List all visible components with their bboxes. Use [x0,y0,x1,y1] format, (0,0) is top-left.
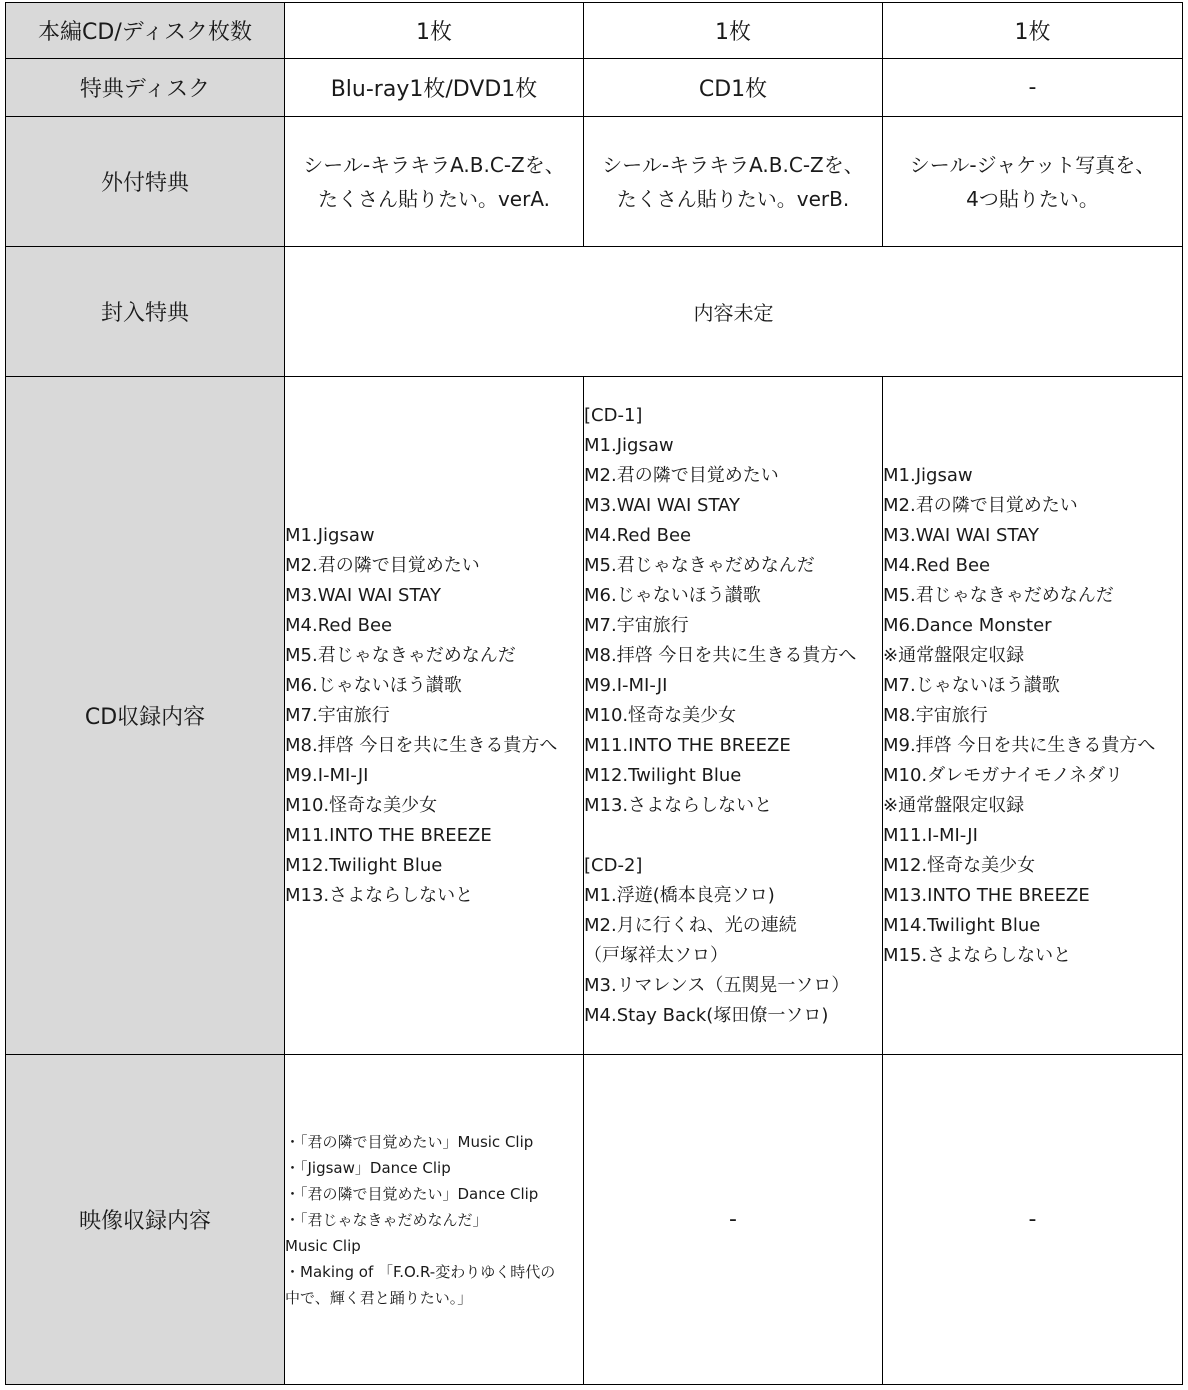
label-inner-bonus: 封入特典 [6,247,285,377]
list-item: ・「君の隣で目覚めたい」Music Clip [285,1132,534,1151]
list-item: ・Making of 「F.O.R-変わりゆく時代の [285,1262,556,1281]
tracklist-c [883,461,1182,971]
list-item: M11.I-MI-JI [883,824,978,846]
list-item: M1.Jigsaw [883,464,973,486]
list-item: Music Clip [285,1236,361,1255]
list-item: M4.Stay Back(塚田僚一ソロ) [584,1004,829,1026]
row-video-contents [6,1055,1183,1385]
list-item: M2.君の隣で目覚めたい [285,554,480,576]
list-item: M1.浮遊(橋本良亮ソロ) [584,884,775,906]
list-item: M11.INTO THE BREEZE [584,734,791,756]
outer-bonus-c-line1: シール-ジャケット写真を、 [909,152,1156,177]
outer-bonus-c-line2: 4つ貼りたい。 [966,186,1099,211]
cd-contents-a [285,377,584,1055]
outer-bonus-b-line1: シール-キラキラA.B.C-Zを、 [602,152,864,177]
list-item: M2.月に行くね、光の連続 [584,914,797,936]
list-item: M13.INTO THE BREEZE [883,884,1090,906]
inner-bonus-value: 内容未定 [285,247,1183,377]
disc-count-b: 1枚 [584,3,883,59]
row-outer-bonus [6,117,1183,247]
video-contents-c: - [883,1055,1183,1385]
list-item: M10.怪奇な美少女 [584,704,737,726]
list-item: M10.ダレモガナイモノネダリ [883,764,1123,786]
list-item: M11.INTO THE BREEZE [285,824,492,846]
label-cd-contents: CD収録内容 [6,377,285,1055]
row-disc-count [6,3,1183,59]
list-item: ※通常盤限定収録 [883,794,1025,816]
list-item: M4.Red Bee [584,524,692,546]
bonus-disc-b: CD1枚 [584,59,883,117]
list-item: ・「君の隣で目覚めたい」Dance Clip [285,1184,539,1203]
tracklist-b-cd2 [584,881,882,1031]
list-item: M3.リマレンス（五関晃一ソロ） [584,974,850,996]
spacer [584,821,882,851]
list-item: M9.I-MI-JI [584,674,668,696]
disc-count-a: 1枚 [285,3,584,59]
outer-bonus-a-line1: シール-キラキラA.B.C-Zを、 [303,152,565,177]
list-item: M13.さよならしないと [584,794,773,816]
list-item: M5.君じゃなきゃだめなんだ [285,644,516,666]
bonus-disc-a: Blu-ray1枚/DVD1枚 [285,59,584,117]
outer-bonus-b-line2: たくさん貼りたい。verB. [616,186,850,211]
row-cd-contents [6,377,1183,1055]
list-item: M3.WAI WAI STAY [883,524,1039,546]
list-item: M5.君じゃなきゃだめなんだ [584,554,815,576]
video-contents-b: - [584,1055,883,1385]
outer-bonus-a [285,117,584,247]
label-bonus-disc: 特典ディスク [6,59,285,117]
list-item: M2.君の隣で目覚めたい [883,494,1078,516]
list-item: 中で、輝く君と踊りたい。」 [285,1288,473,1307]
video-list-a [285,1129,583,1311]
list-item: M5.君じゃなきゃだめなんだ [883,584,1114,606]
list-item: M9.I-MI-JI [285,764,369,786]
list-item: M8.宇宙旅行 [883,704,988,726]
list-item: M2.君の隣で目覚めたい [584,464,779,486]
cd1-header: [CD-1] [584,404,643,426]
cd2-header: [CD-2] [584,854,643,876]
row-inner-bonus [6,247,1183,377]
list-item: M4.Red Bee [285,614,393,636]
label-disc-count: 本編CD/ディスク枚数 [6,3,285,59]
list-item: M12.怪奇な美少女 [883,854,1036,876]
list-item: M9.拝啓 今日を共に生きる貴方へ [883,734,1156,756]
list-item: M8.拝啓 今日を共に生きる貴方へ [285,734,558,756]
label-outer-bonus: 外付特典 [6,117,285,247]
disc-count-c: 1枚 [883,3,1183,59]
list-item: M7.じゃないほう讃歌 [883,674,1060,696]
list-item: M6.じゃないほう讃歌 [584,584,761,606]
list-item: ・「君じゃなきゃだめなんだ」 [285,1210,488,1229]
list-item: （戸塚祥太ソロ） [584,944,728,966]
list-item: M6.じゃないほう讃歌 [285,674,462,696]
video-contents-a [285,1055,584,1385]
outer-bonus-a-line2: たくさん貼りたい。verA. [317,186,551,211]
list-item: M1.Jigsaw [285,524,375,546]
list-item: M7.宇宙旅行 [584,614,689,636]
list-item: M15.さよならしないと [883,944,1072,966]
list-item: M4.Red Bee [883,554,991,576]
cd-contents-b [584,377,883,1055]
row-bonus-disc [6,59,1183,117]
cd-contents-c [883,377,1183,1055]
list-item: ・「Jigsaw」Dance Clip [285,1158,451,1177]
list-item: M7.宇宙旅行 [285,704,390,726]
tracklist-a [285,521,583,911]
release-spec-table [5,2,1183,1385]
outer-bonus-b [584,117,883,247]
list-item: M13.さよならしないと [285,884,474,906]
list-item: M12.Twilight Blue [584,764,742,786]
label-video-contents: 映像収録内容 [6,1055,285,1385]
list-item: M12.Twilight Blue [285,854,443,876]
list-item: M8.拝啓 今日を共に生きる貴方へ [584,644,857,666]
tracklist-b-cd1 [584,431,882,821]
list-item: M1.Jigsaw [584,434,674,456]
list-item: M3.WAI WAI STAY [285,584,441,606]
outer-bonus-c [883,117,1183,247]
bonus-disc-c: - [883,59,1183,117]
list-item: M6.Dance Monster [883,614,1052,636]
list-item: M3.WAI WAI STAY [584,494,740,516]
list-item: M14.Twilight Blue [883,914,1041,936]
list-item: M10.怪奇な美少女 [285,794,438,816]
list-item: ※通常盤限定収録 [883,644,1025,666]
